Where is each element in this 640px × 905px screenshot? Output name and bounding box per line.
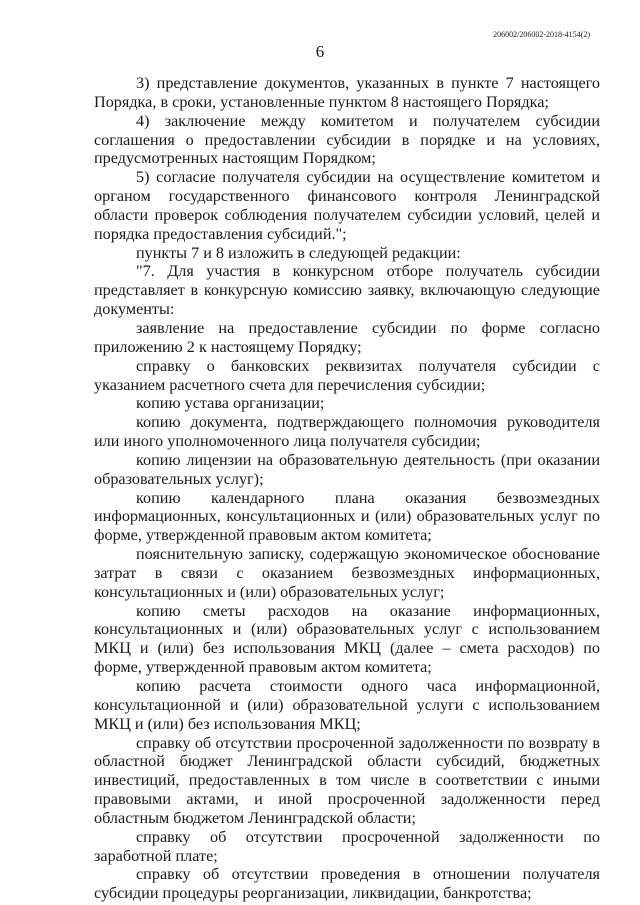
paragraph: заявление на предоставление субсидии по форме согласно приложению 2 к настоящему Порядку;: [94, 318, 600, 356]
paragraph: 4) заключение между комитетом и получателем субсидии соглашения о предоставлении субсидии в порядке и на условиях, предусмотренных настоящим Порядком;: [94, 111, 600, 168]
paragraph: 3) представление документов, указанных в пункте 7 настоящего Порядка, в сроки, установленные пунктом 8 настоящего Порядка;: [94, 74, 600, 111]
paragraph: справку об отсутствии просроченной задолженности по возврату в областной бюджет Ленинградской области субсидий, бюджетных инвестиций, предоставленных в том числе в соответствии с иными правовыми актами, и иной просроченной задолженности перед областным бюджетом Ленинградской области;: [94, 733, 600, 827]
paragraph: пояснительную записку, содержащую экономическое обоснование затрат в связи с оказанием безвозмездных информационных, консультационных и (или) образовательных услуг;: [94, 545, 600, 601]
page-number: 6: [315, 42, 325, 61]
paragraph: копию календарного плана оказания безвозмездных информационных, консультационных и (или) образовательных услуг по форме, утвержденной правовым актом комитета;: [94, 488, 600, 545]
paragraph: справку об отсутствии просроченной задолженности по заработной плате;: [94, 827, 600, 865]
paragraph: справку об отсутствии проведения в отношении получателя субсидии процедуры реорганизации, ликвидации, банкротства;: [94, 865, 600, 903]
document-body: [94, 74, 600, 903]
paragraph: копию сметы расходов на оказание информационных, консультационных и (или) образовательных услуг с использованием МКЦ и (или) без использования МКЦ (далее – смета расходов) по форме, утвержденной правовым актом комитета;: [94, 601, 600, 677]
paragraph: копию документа, подтверждающего полномочия руководителя или иного уполномоченного лица получателя субсидии;: [94, 413, 600, 451]
paragraph: копию устава организации;: [136, 394, 325, 413]
document-id: 206002/206002-2018-4154(2): [493, 30, 590, 39]
paragraph: копию расчета стоимости одного часа информационной, консультационной и (или) образовательной услуги с использованием МКЦ и (или) без использования МКЦ;: [94, 677, 600, 733]
paragraph: справку о банковских реквизитах получателя субсидии с указанием расчетного счета для перечисления субсидии;: [94, 356, 600, 394]
paragraph: 5) согласие получателя субсидии на осуществление комитетом и органом государственного финансового контроля Ленинградской области проверок соблюдения получателем субсидии условий, целей и порядка предоставления субсидий.";: [94, 168, 600, 243]
paragraph: копию лицензии на образовательную деятельность (при оказании образовательных услуг);: [94, 450, 600, 488]
paragraph: пункты 7 и 8 изложить в следующей редакции:: [136, 243, 461, 262]
paragraph: "7. Для участия в конкурсном отборе получатель субсидии представляет в конкурсную комиссию заявку, включающую следующие документы:: [94, 262, 600, 319]
